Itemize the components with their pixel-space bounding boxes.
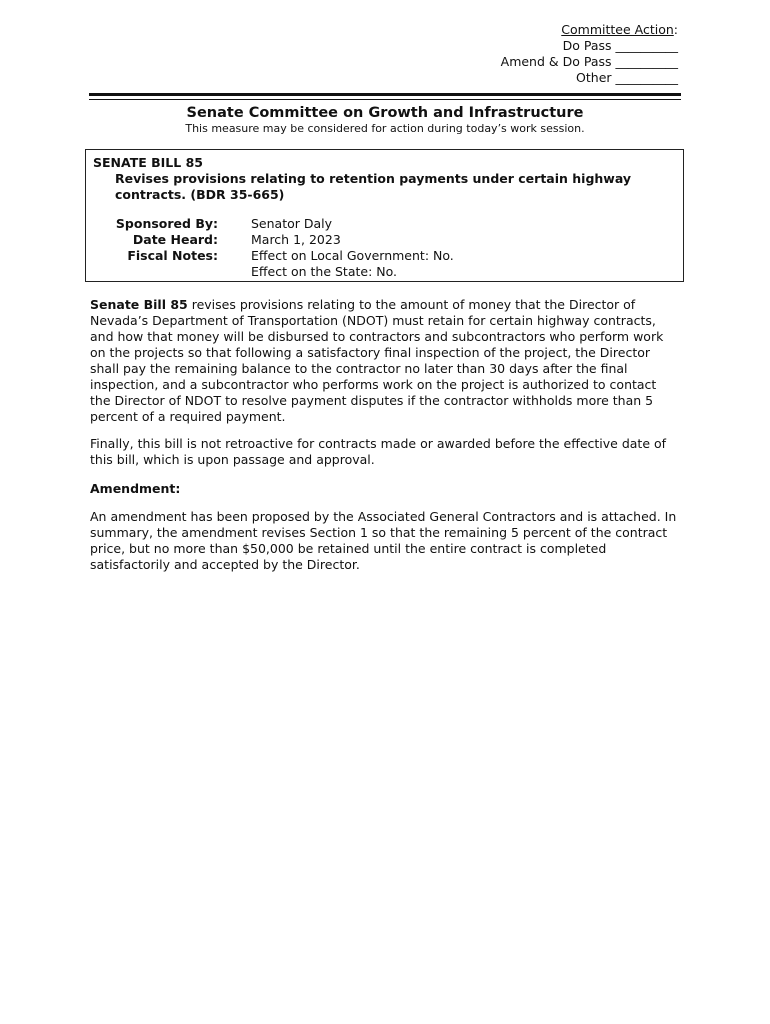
bill-meta-values xyxy=(251,216,454,280)
date-heard-label: Date Heard: xyxy=(132,232,218,247)
date-heard-value: March 1, 2023 xyxy=(251,232,341,247)
sponsored-by-value: Senator Daly xyxy=(251,216,333,231)
header-rule-thick xyxy=(89,93,681,96)
summary-paragraph xyxy=(90,297,680,425)
committee-subtitle: This measure may be considered for action during today’s work session. xyxy=(185,122,585,135)
amendment-paragraph: An amendment has been proposed by the Associated General Contractors and is attached. In summary, the amendment revises Section 1 so that the remaining 5 percent of the contract price, but no more than $50,000 be retained until the entire contract is completed satisfactorily and accepted by the Director. xyxy=(90,509,677,572)
do-pass-line: Do Pass __________ xyxy=(562,38,678,53)
committee-action-colon: : xyxy=(673,22,678,37)
bill-number: SENATE BILL 85 xyxy=(93,155,203,170)
retroactivity-paragraph: Finally, this bill is not retroactive for contracts made or awarded before the effective date of this bill, which is upon passage and approval. xyxy=(90,436,667,467)
committee-title: Senate Committee on Growth and Infrastructure xyxy=(186,105,584,121)
other-line: Other __________ xyxy=(576,70,678,85)
summary-bill-ref: Senate Bill 85 xyxy=(90,297,188,312)
committee-action-title: Committee Action xyxy=(561,22,674,37)
header-rule-thin xyxy=(89,99,681,100)
bill-description: Revises provisions relating to retention payments under certain highway contracts. (BDR 35-665) xyxy=(115,171,632,202)
amendment-heading: Amendment: xyxy=(90,481,181,496)
fiscal-local-value: Effect on Local Government: No. xyxy=(251,248,454,263)
bill-summary-box xyxy=(85,149,684,282)
fiscal-notes-label: Fiscal Notes: xyxy=(127,248,218,263)
summary-text: revises provisions relating to the amount of money that the Director of Nevada’s Department of Transportation (NDOT) must retain for certain highway contracts, and how that money will be disbursed to contractors and subcontractors who perform work on the projects so that following a satisfactory final inspection of the project, the Director shall pay the remaining balance to the contractor no later than 30 days after the final inspection, and a subcontractor who performs work on the project is authorized to contact the Director of NDOT to resolve payment disputes if the contractor withholds more than 5 percent of a required payment. xyxy=(90,297,664,424)
bill-meta-labels xyxy=(112,216,218,264)
committee-action-block xyxy=(501,22,678,86)
sponsored-by-label: Sponsored By: xyxy=(115,216,218,231)
amend-do-pass-line: Amend & Do Pass __________ xyxy=(500,54,678,69)
fiscal-state-value: Effect on the State: No. xyxy=(251,264,398,279)
committee-action-heading xyxy=(501,22,678,38)
